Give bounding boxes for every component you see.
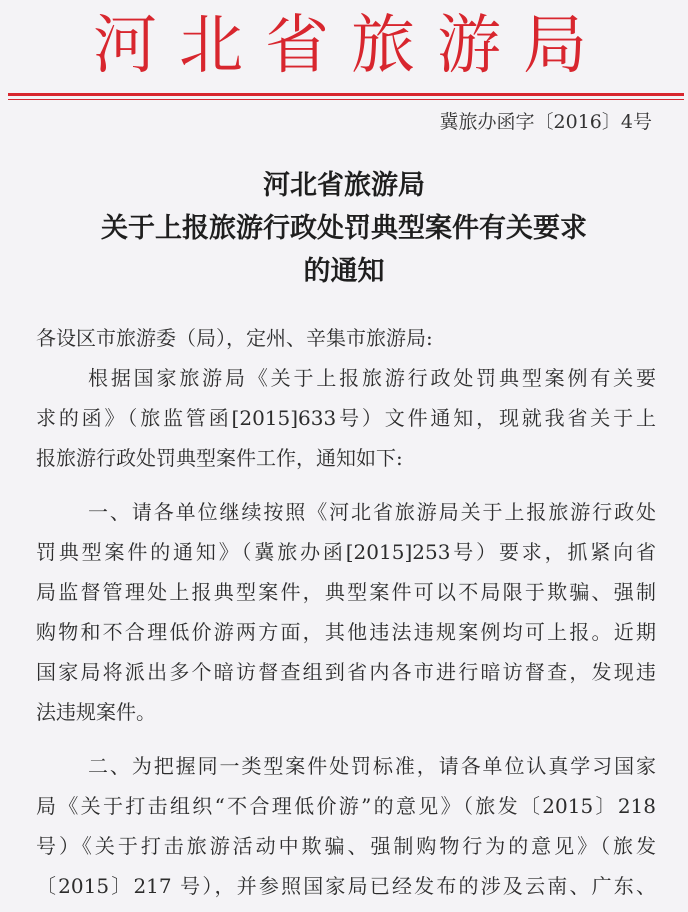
letterhead-title: 河北省旅游局 <box>93 9 609 83</box>
letterhead-red-rule <box>8 93 684 96</box>
paragraph-line: 根据国家旅游局《关于上报旅游行政处罚典型案例有关要 <box>88 366 656 390</box>
paragraph-line: 局《关于打击组织“不合理低价游”的意见》（旅发〔2015〕218 <box>36 794 656 818</box>
notice-title <box>0 164 688 293</box>
paragraph-line: 二、为把握同一类型案件处罚标准，请各单位认真学习国家 <box>88 754 656 778</box>
paragraph-line: 局监督管理处上报典型案件，典型案件可以不局限于欺骗、强制 <box>36 580 656 604</box>
document-number: 冀旅办函字〔2016〕4号 <box>439 111 652 133</box>
title-line: 的通知 <box>303 256 385 287</box>
salutation: 各设区市旅游委（局），定州、辛集市旅游局: <box>36 326 433 350</box>
paragraph-line: 罚典型案件的通知》（冀旅办函[2015]253号）要求，抓紧向省 <box>36 540 656 564</box>
title-line: 关于上报旅游行政处罚典型案件有关要求 <box>101 213 587 244</box>
paragraph-line: 〔2015〕217 号），并参照国家局已经发布的涉及云南、广东、 <box>36 874 656 898</box>
paragraph-line: 报旅游行政处罚典型案件工作，通知如下: <box>36 446 403 470</box>
paragraph-line: 法违规案件。 <box>36 700 156 724</box>
paragraph-line: 国家局将派出多个暗访督查组到省内各市进行暗访督查，发现违 <box>36 660 656 684</box>
letterhead-red-rule-thin <box>8 99 684 100</box>
title-line: 河北省旅游局 <box>263 170 425 201</box>
paragraph-line: 购物和不合理低价游两方面，其他违法违规案例均可上报。近期 <box>36 620 656 644</box>
notice-body <box>36 318 656 906</box>
paragraph-line: 号）《关于打击旅游活动中欺骗、强制购物行为的意见》（旅发 <box>36 834 656 858</box>
paragraph-line: 一、请各单位继续按照《河北省旅游局关于上报旅游行政处 <box>88 500 656 524</box>
paragraph-line: 求的函》（旅监管函[2015]633号）文件通知，现就我省关于上 <box>36 406 656 430</box>
